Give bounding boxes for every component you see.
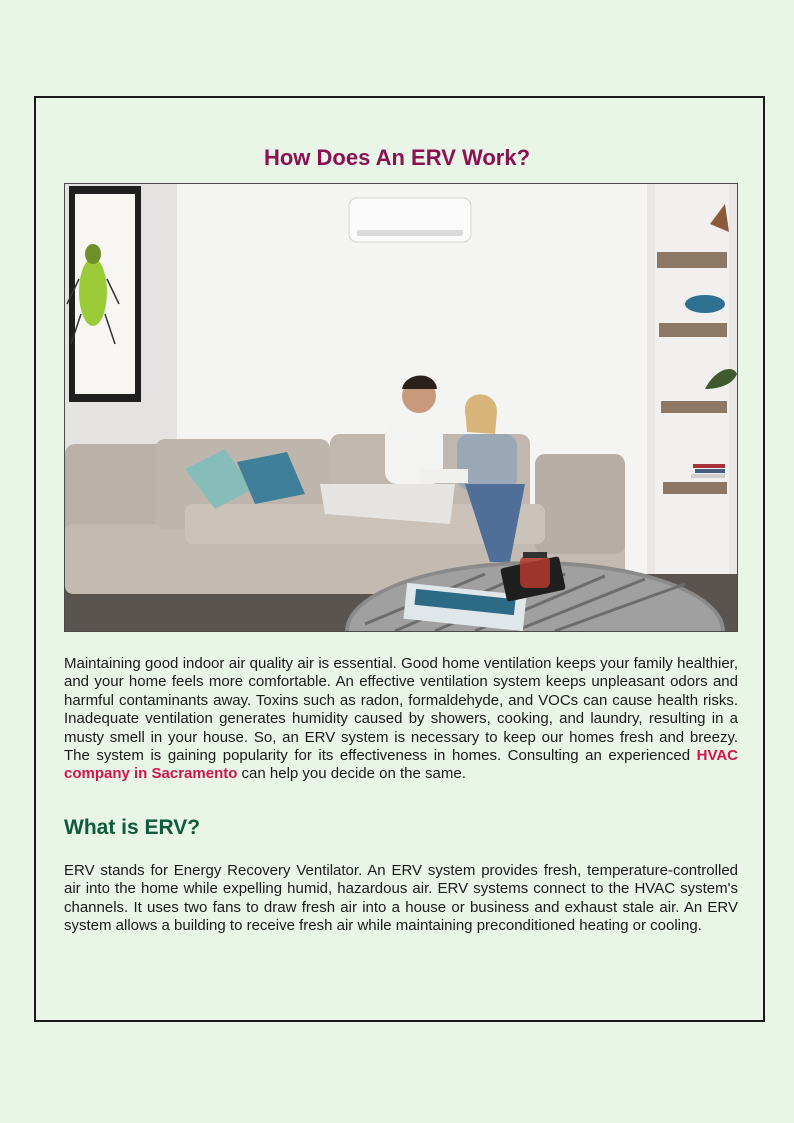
intro-text-end: can help you decide on the same.	[237, 765, 466, 783]
living-room-illustration	[65, 184, 737, 631]
intro-paragraph	[64, 655, 738, 784]
shelf	[657, 252, 727, 268]
intro-text-start: Maintaining good indoor air quality air is essential. Good home ventilation keeps your family healthier, and your home feels more comfortable. An effective ventilation system keeps unpleasant odors and harmful contaminants away. Toxins such as radon, formaldehyde, and VOCs can cause health risks. Inadequate ventilation generates humidity caused by showers, cooking, and laundry, resulting in a musty smell in your house. So, an ERV system is necessary to keep our homes fresh and breezy. The system is gaining popularity for its effectiveness in homes. Consulting an experienced	[64, 655, 738, 765]
erv-definition-paragraph: ERV stands for Energy Recovery Ventilator. An ERV system provides fresh, temperature-controlled air into the home while expelling humid, hazardous air. ERV systems connect to the HVAC system's channels. It uses two fans to draw fresh air into a house or business and exhaust stale air. An ERV system allows a building to receive fresh air while maintaining preconditioned heating or cooling.	[64, 862, 738, 935]
page-title: How Does An ERV Work?	[263, 145, 531, 170]
section-heading: What is ERV?	[64, 816, 201, 839]
living-room-photo	[64, 183, 738, 632]
hvac-company-link[interactable]: HVAC company in Sacramento	[64, 747, 738, 783]
